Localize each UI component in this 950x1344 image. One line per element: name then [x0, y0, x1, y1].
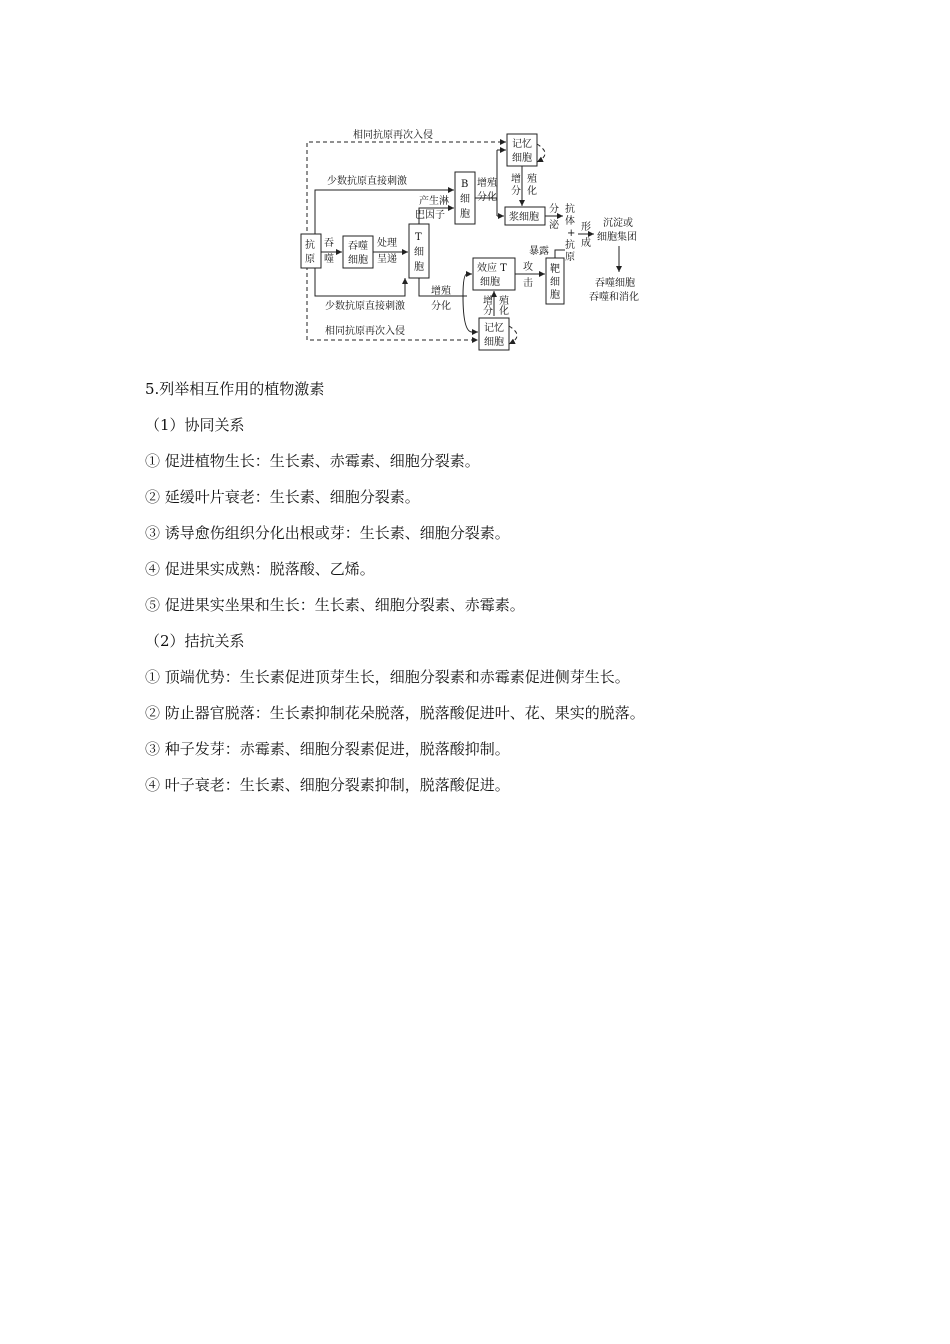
- secrete-label-1: 分: [549, 204, 559, 215]
- reinvade-bottom-label: 相同抗原再次入侵: [325, 326, 405, 337]
- phagocyte-label-1: 吞噬: [348, 241, 368, 252]
- expose-line: [555, 250, 565, 258]
- synergy-item-2: ② 延缓叶片衰老：生长素、细胞分裂素。: [145, 488, 420, 506]
- antagonism-item-1: ① 顶端优势：生长素促进顶芽生长，细胞分裂素和赤霉素促进侧芽生长。: [145, 668, 630, 686]
- expose-label: 暴露: [529, 246, 549, 257]
- synergy-item-5: ⑤ 促进果实坐果和生长：生长素、细胞分裂素、赤霉素。: [145, 596, 525, 614]
- form-label-2: 成: [581, 238, 591, 249]
- antagonism-subheading: （2）拮抗关系: [145, 632, 245, 650]
- antagonism-item-2: ② 防止器官脱落：生长素抑制花朵脱落，脱落酸促进叶、花、果实的脱落。: [145, 704, 645, 722]
- target-label-2: 细: [550, 277, 560, 288]
- attack-label-2: 击: [523, 278, 533, 289]
- t-cell-label-1: T: [415, 232, 422, 243]
- effector-t-label-2: 细胞: [480, 277, 500, 288]
- section-heading: 5.列举相互作用的植物激素: [145, 380, 325, 398]
- direct-stim-bottom-path: [315, 268, 405, 296]
- memory-top-label-1: 记忆: [512, 139, 532, 150]
- target-label-3: 胞: [550, 290, 560, 301]
- lymphokine-label-1: 产生淋: [419, 196, 449, 207]
- mem-top-prolif-2: 殖: [527, 174, 537, 185]
- form-label-1: 形: [581, 222, 591, 233]
- synergy-item-3: ③ 诱导愈伤组织分化出根或芽：生长素、细胞分裂素。: [145, 524, 510, 542]
- mem-top-prolif-4: 化: [527, 186, 537, 197]
- immune-response-diagram: [297, 128, 657, 356]
- t-prolif-label-2: 分化: [431, 301, 451, 312]
- memory-bottom-loop: [509, 326, 517, 344]
- memory-top-label-2: 细胞: [512, 153, 532, 164]
- effector-t-label-1: 效应 T: [477, 263, 507, 274]
- phagocytosis-label-2: 噬: [324, 254, 334, 265]
- synergy-item-1: ① 促进植物生长：生长素、赤霉素、细胞分裂素。: [145, 452, 480, 470]
- secrete-label-2: 泌: [549, 220, 559, 231]
- precipitate-label-1: 沉淀或: [603, 218, 633, 229]
- digest-label-1: 吞噬细胞: [595, 278, 635, 289]
- target-label-1: 靶: [550, 264, 560, 275]
- process-label-2: 呈递: [377, 254, 397, 265]
- synergy-subheading: （1）协同关系: [145, 416, 245, 434]
- memory-top-loop: [537, 144, 545, 162]
- synergy-item-4: ④ 促进果实成熟：脱落酸、乙烯。: [145, 560, 375, 578]
- memory-bottom-label-2: 细胞: [484, 337, 504, 348]
- ab-ag-1: 抗: [565, 204, 575, 215]
- digest-label-2: 吞噬和消化: [589, 292, 639, 303]
- antigen-label-2: 原: [305, 254, 315, 265]
- attack-label-1: 攻: [523, 262, 533, 273]
- t-cell-label-2: 细: [414, 247, 424, 258]
- b-cell-label-2: 细: [460, 194, 470, 205]
- antagonism-item-3: ③ 种子发芽：赤霉素、细胞分裂素促进，脱落酸抑制。: [145, 740, 510, 758]
- mem-top-prolif-1: 增: [511, 174, 521, 185]
- b-prolif-label-1: 增殖: [477, 178, 497, 189]
- plasma-label: 浆细胞: [509, 212, 539, 223]
- mem-top-prolif-3: 分: [511, 186, 521, 197]
- mem-bot-prolif-2: 殖: [499, 296, 509, 307]
- antigen-label-1: 抗: [305, 240, 315, 251]
- plant-hormone-section: [145, 380, 825, 812]
- t-prolif-label-1: 增殖: [431, 286, 451, 297]
- t-branch-line: [463, 274, 472, 332]
- memory-bottom-label-1: 记忆: [484, 323, 504, 334]
- ab-ag-2: 体: [565, 216, 575, 227]
- b-prolif-label-2: 分化: [477, 192, 497, 203]
- t-cell-label-3: 胞: [414, 262, 424, 273]
- reinvade-top-label: 相同抗原再次入侵: [353, 130, 433, 141]
- process-label-1: 处理: [377, 238, 397, 249]
- b-cell-label-1: B: [461, 179, 469, 190]
- phagocyte-label-2: 细胞: [348, 255, 368, 266]
- mem-bot-prolif-3: 分: [483, 306, 493, 317]
- mem-bot-prolif-1: 增: [483, 296, 493, 307]
- direct-stim-bottom-label: 少数抗原直接刺激: [325, 301, 405, 312]
- ab-ag-5: 原: [565, 252, 575, 263]
- ab-ag-3: +: [567, 228, 576, 239]
- b-cell-label-3: 胞: [460, 209, 470, 220]
- precipitate-label-2: 细胞集团: [597, 232, 637, 243]
- direct-stim-top-label: 少数抗原直接刺激: [327, 176, 407, 187]
- ab-ag-4: 抗: [565, 240, 575, 251]
- mem-bot-prolif-4: 化: [499, 306, 509, 317]
- antagonism-item-4: ④ 叶子衰老：生长素、细胞分裂素抑制，脱落酸促进。: [145, 776, 510, 794]
- phagocytosis-label-1: 吞: [324, 238, 334, 249]
- lymphokine-label-2: 巴因子: [415, 210, 445, 221]
